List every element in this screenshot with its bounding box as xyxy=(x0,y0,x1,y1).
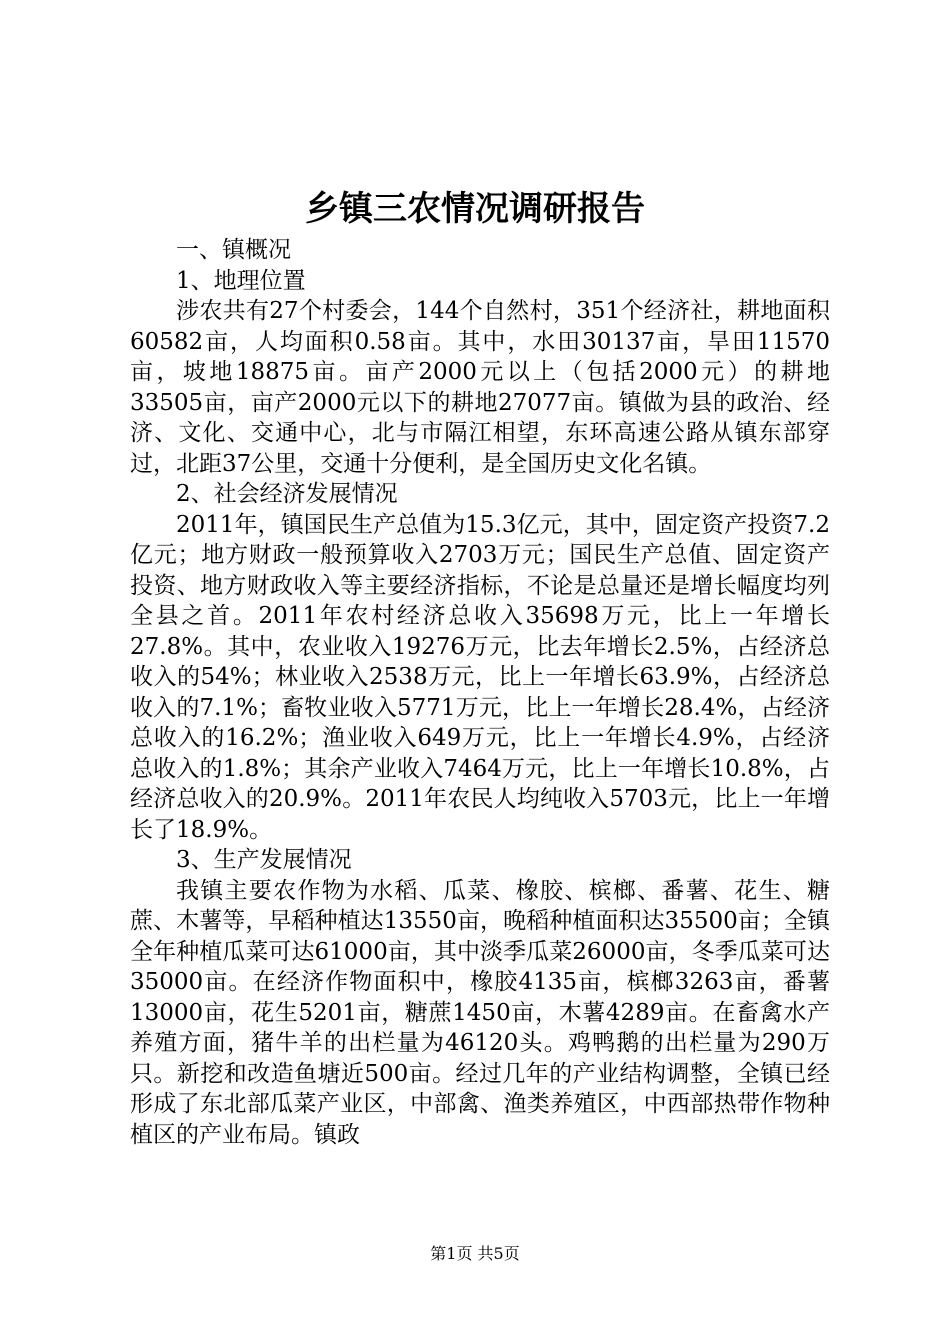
document-body xyxy=(130,235,830,1150)
subsection-heading-economy: 2、社会经济发展情况 xyxy=(176,481,398,507)
document-title: 乡镇三农情况调研报告 xyxy=(305,189,645,229)
page-number-footer: 第1页 共5页 xyxy=(430,1244,520,1263)
subsection-heading-location: 1、地理位置 xyxy=(176,267,306,294)
paragraph-economy: 2011年，镇国民生产总值为15.3亿元，其中，固定资产投资7.2亿元；地方财政一般预算收入2703万元；国民生产总值、固定资产投资、地方财政收入等主要经济指标，不论是总量还是增长幅度均列全县之首。2011年农村经济总收入35698万元，比上一年增长27.8%。其中，农业收入19276万元，比去年增长2.5%，占经济总收入的54%；林业收入2538万元，比上一年增长63.9%，占经济总收入的7.1%；畜牧业收入5771万元，比上一年增长28.4%，占经济总收入的16.2%；渔业收入649万元，比上一年增长4.9%，占经济总收入的1.8%；其余产业收入7464万元，比上一年增长10.8%，占经济总收入的20.9%。2011年农民人均纯收入5703元，比上一年增长了18.9%。 xyxy=(130,511,830,843)
subsection-heading-production: 3、生产发展情况 xyxy=(176,847,352,873)
paragraph-production: 我镇主要农作物为水稻、瓜菜、橡胶、槟榔、番薯、花生、糖蔗、木薯等，早稻种植达13550亩，晚稻种植面积达35500亩；全镇全年种植瓜菜可达61000亩，其中淡季瓜菜26000亩，冬季瓜菜可达35000亩。在经济作物面积中，橡胶4135亩，槟榔3263亩，番薯13000亩，花生5201亩，糖蔗1450亩，木薯4289亩。在畜禽水产养殖方面，猪牛羊的出栏量为46120头。鸡鸭鹅的出栏量为290万只。新挖和改造鱼塘近500亩。经过几年的产业结构调整，全镇已经形成了东北部瓜菜产业区，中部禽、渔类养殖区，中西部热带作物种植区的产业布局。镇政 xyxy=(130,877,830,1148)
paragraph-location: 涉农共有27个村委会，144个自然村，351个经济社，耕地面积60582亩，人均面积0.58亩。其中，水田30137亩，旱田11570亩，坡地18875亩。亩产2000元以上（包括2000元）的耕地33505亩，亩产2000元以下的耕地27077亩。镇做为县的政治、经济、文化、交通中心，北与市隔江相望，东环高速公路从镇东部穿过，北距37公里，交通十分便利，是全国历史文化名镇。 xyxy=(130,298,830,477)
section-heading-overview: 一、镇概况 xyxy=(176,237,291,263)
